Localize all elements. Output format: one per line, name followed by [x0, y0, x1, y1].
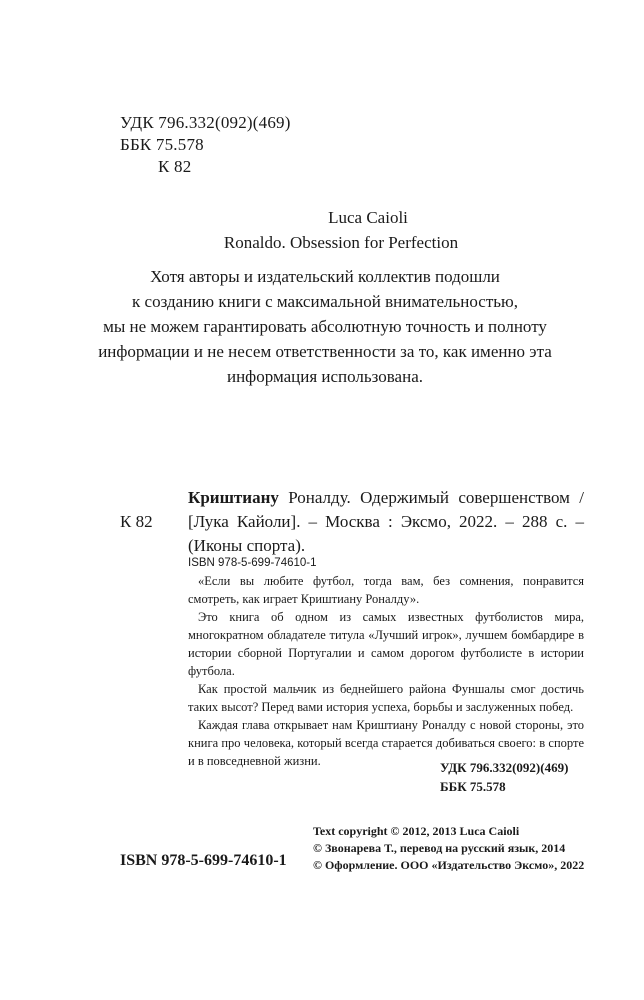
copyright-line: © Звонарева Т., перевод на русский язык, 2014	[313, 841, 566, 855]
bbk-code-bottom: ББК 75.578	[440, 779, 506, 794]
catalog-author-name: Криштиану	[188, 488, 279, 507]
udk-code-bottom: УДК 796.332(092)(469)	[440, 760, 569, 775]
disclaimer-line: информации и не несем ответственности за то, как именно эта	[98, 342, 552, 361]
abstract-paragraph: «Если вы любите футбол, тогда вам, без сомнения, понравится смотреть, как играет Криштиану Роналду».	[188, 574, 584, 606]
udk-block	[120, 112, 291, 178]
catalog-author-mark: К 82	[120, 512, 153, 531]
copyright-block	[313, 823, 584, 874]
catalog-entry-text: Роналду. Одержимый совершенством / [Лука Кайоли]. – Москва : Эксмо, 2022. – 288 с. – (Иконы спорта).	[188, 488, 584, 555]
original-title: Ronaldo. Obsession for Perfection	[223, 233, 459, 252]
catalog-isbn: ISBN 978-5-699-74610-1	[188, 557, 317, 569]
bbk-code: ББК 75.578	[120, 135, 204, 154]
catalog-entry	[188, 486, 584, 558]
copyright-line: © Оформление. ООО «Издательство Эксмо», 2022	[313, 858, 585, 872]
disclaimer	[90, 264, 560, 389]
classification-bottom	[440, 758, 568, 796]
abstract-paragraph: Это книга об одном из самых известных футболистов мира, многократном обладателе титула «Лучший игрок», лучшем бомбардире в истории сборной Португалии и самом дорогом футболисте в истории футбола.	[188, 610, 584, 678]
abstract	[188, 572, 584, 770]
disclaimer-line: мы не можем гарантировать абсолютную точность и полноту	[103, 317, 547, 336]
author-mark: К 82	[158, 157, 192, 176]
original-title-block	[0, 205, 644, 255]
isbn-main: ISBN 978-5-699-74610-1	[120, 852, 287, 869]
disclaimer-line: к созданию книги с максимальной внимательностью,	[132, 292, 518, 311]
disclaimer-line: Хотя авторы и издательский коллектив подошли	[150, 267, 500, 286]
abstract-paragraph: Каждая глава открывает нам Криштиану Роналду с новой стороны, это книга про человека, который всегда старается добиваться своего: в спорте и в повседневной жизни.	[188, 718, 584, 768]
disclaimer-line: информация использована.	[226, 367, 423, 386]
udk-code: УДК 796.332(092)(469)	[120, 113, 291, 132]
abstract-paragraph: Как простой мальчик из беднейшего района Фуншалы смог достичь таких высот? Перед вами история успеха, борьбы и заслуженных побед.	[188, 682, 584, 714]
original-author: Luca Caioli	[328, 208, 408, 227]
copyright-line: Text copyright © 2012, 2013 Luca Caioli	[313, 824, 520, 838]
